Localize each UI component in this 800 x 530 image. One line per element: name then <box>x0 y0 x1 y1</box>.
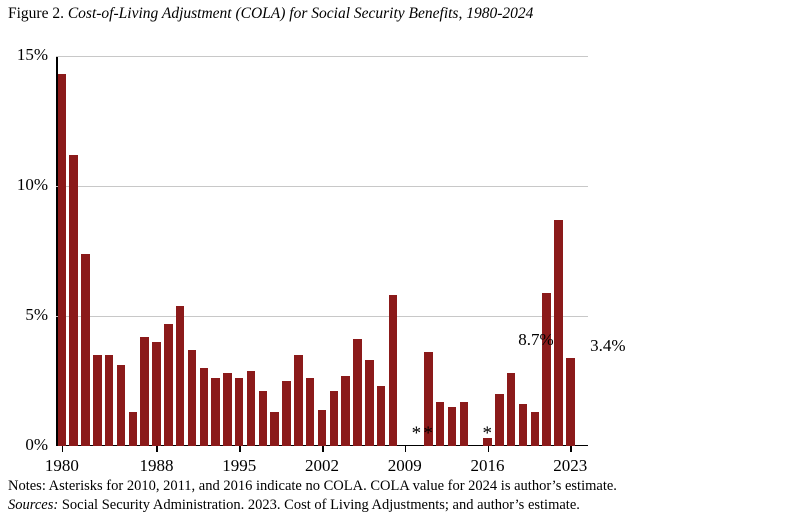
bar <box>377 386 386 446</box>
bar <box>152 342 161 446</box>
no-cola-asterisk: * <box>423 423 433 444</box>
bar <box>176 306 185 446</box>
bar <box>341 376 350 446</box>
bar <box>554 220 563 446</box>
bar <box>353 339 362 446</box>
bar <box>330 391 339 446</box>
figure-title <box>8 4 533 24</box>
no-cola-asterisk: * <box>482 423 492 444</box>
bar <box>129 412 138 446</box>
bar <box>211 378 220 446</box>
sources-text: Social Security Administration. 2023. Cost of Living Adjustments; and author’s estimate. <box>58 497 580 513</box>
x-axis-tick-mark <box>488 446 490 452</box>
x-axis-tick-mark <box>156 446 158 452</box>
bar <box>519 404 528 446</box>
bar <box>164 324 173 446</box>
bar <box>235 378 244 446</box>
x-axis-tick-mark <box>322 446 324 452</box>
bar <box>188 350 197 446</box>
bar <box>507 373 516 446</box>
bar <box>200 368 209 446</box>
y-axis-tick-label: 5% <box>25 305 48 324</box>
bar <box>448 407 457 446</box>
x-axis-tick-label: 2002 <box>305 456 339 475</box>
bar <box>460 402 469 446</box>
figure-notes <box>8 477 617 515</box>
x-axis-tick-mark <box>570 446 572 452</box>
x-axis-tick-mark <box>405 446 407 452</box>
bar <box>105 355 114 446</box>
bar <box>282 381 291 446</box>
bar <box>542 293 551 446</box>
bar <box>259 391 268 446</box>
bar <box>566 358 575 446</box>
no-cola-asterisk: * <box>411 423 422 444</box>
sources-lead: Sources: <box>8 497 59 513</box>
y-axis-tick-label: 0% <box>25 435 48 454</box>
y-axis-tick-label: 15% <box>16 45 48 64</box>
bar <box>93 355 102 446</box>
bar <box>436 402 445 446</box>
bar <box>247 371 256 446</box>
bar <box>294 355 303 446</box>
bar <box>223 373 232 446</box>
chart-area <box>0 34 800 475</box>
figure-number: Figure 2. <box>8 5 64 22</box>
x-axis-tick-label: 2009 <box>387 456 422 475</box>
plot-area <box>16 45 626 475</box>
bar <box>140 337 149 446</box>
notes-text: Asterisks for 2010, 2011, and 2016 indicate no COLA. COLA value for 2024 is author’s estimate. <box>45 478 617 494</box>
notes-lead: Notes: <box>8 478 46 494</box>
x-axis-tick-mark <box>239 446 241 452</box>
bar <box>389 295 398 446</box>
bar <box>495 394 504 446</box>
bar <box>270 412 279 446</box>
figure-title-text: Cost-of-Living Adjustment (COLA) for Social Security Benefits, 1980-2024 <box>67 5 534 22</box>
value-label-2024: 3.4% <box>590 335 626 355</box>
y-axis-tick-label: 10% <box>16 175 48 194</box>
x-axis-tick-label: 2023 <box>553 456 588 475</box>
x-axis-tick-label: 1988 <box>139 456 174 475</box>
bar <box>306 378 315 446</box>
bar <box>531 412 540 446</box>
x-axis-tick-mark <box>62 446 64 452</box>
gridline <box>56 316 588 317</box>
gridline <box>56 186 588 187</box>
x-axis-tick-label: 1995 <box>222 456 257 475</box>
bar <box>117 365 126 446</box>
bar <box>365 360 374 446</box>
bar <box>318 410 327 446</box>
sources-line <box>8 496 617 515</box>
x-axis-tick-label: 2016 <box>470 456 505 475</box>
value-label-2023: 8.7% <box>518 329 554 349</box>
bar <box>81 254 90 446</box>
x-axis-tick-label: 1980 <box>44 456 79 475</box>
notes-line <box>8 477 617 496</box>
bar <box>69 155 78 446</box>
gridline <box>56 56 588 57</box>
bar <box>58 74 67 446</box>
